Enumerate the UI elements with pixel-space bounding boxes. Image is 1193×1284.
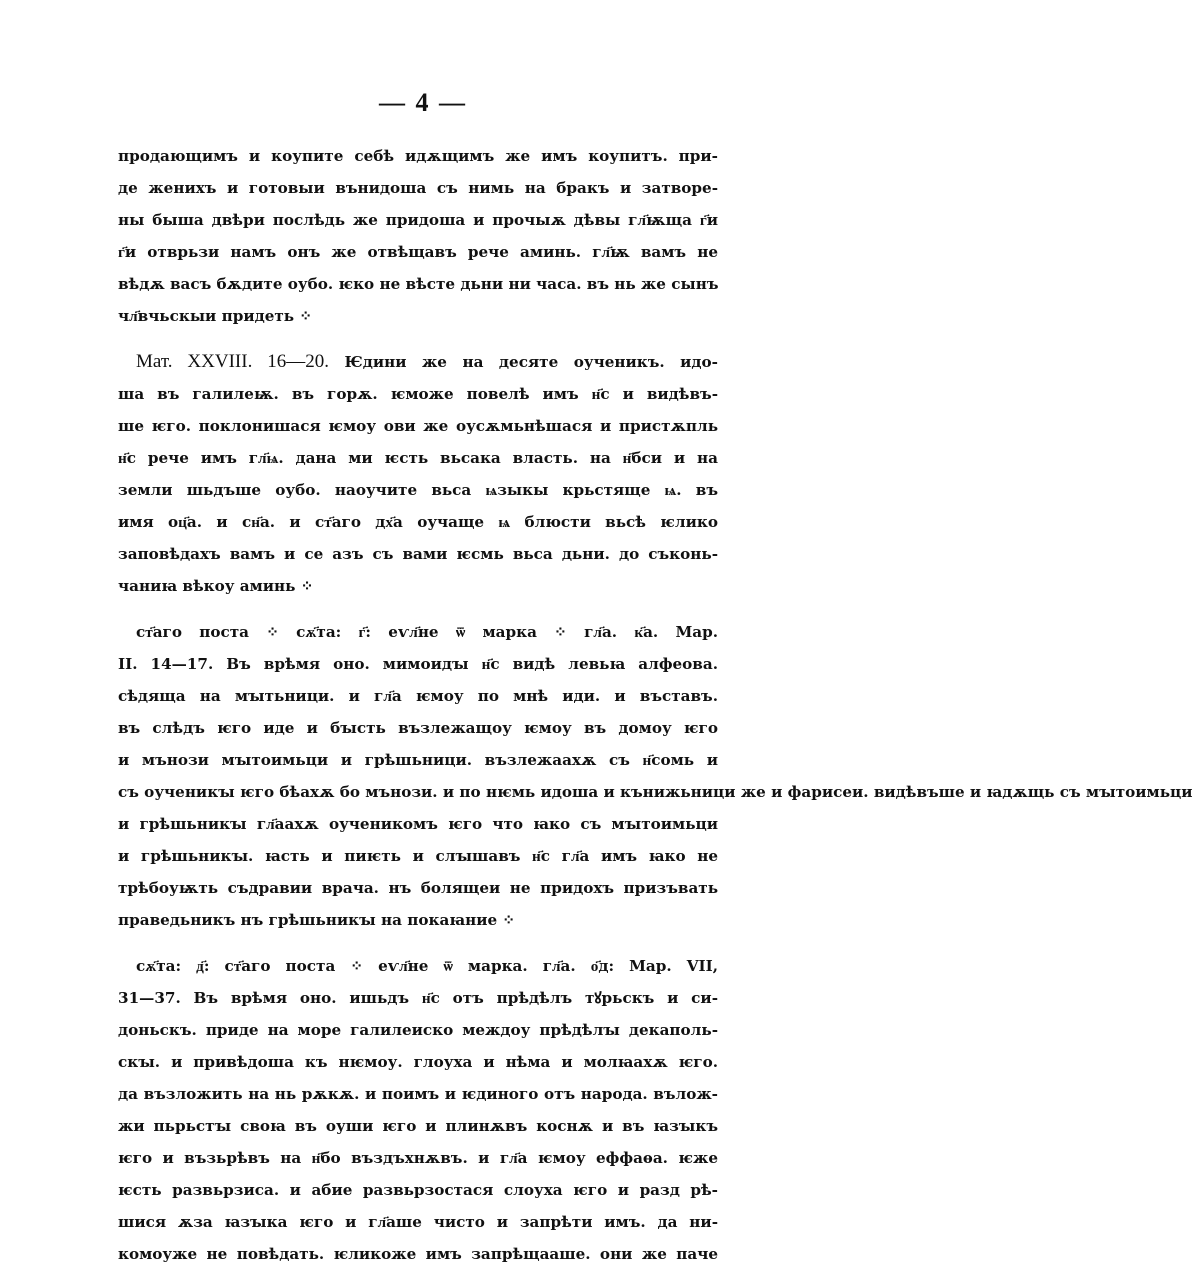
text-line: г҃и отврьзи намъ онъ же отвѣщавъ рече аминь. гл҃ѭ вамъ не <box>118 243 718 261</box>
text-line: съ оученикꙑ ѥго бѣахѫ бо мънози. и по нѥмь идоша и кънижьници же и фарисеи. видѣвъше и ꙗдѫщь съ мꙑтоимьци <box>118 783 1193 801</box>
text-line: II. 14—17. Въ врѣмя оно. мимоидꙑ н҃с видѣ левьꙗ алфеова. <box>118 655 718 673</box>
text-line: сѣдяща на мꙑтьници. и гл҃а ѥмоу по мнѣ иди. и въставъ. <box>118 687 718 705</box>
text-line: и мънози мꙑтоимьци и грѣшьници. възлежаахѫ съ н҃сомь и <box>118 751 718 769</box>
text-line: скꙑ. и привѣдоша къ нѥмоу. глоуха и нѣма и молꙗахѫ ѥго. <box>118 1053 718 1071</box>
text-line: жи пьрьстꙑ своꙗ въ оуши ѥго и плинѫвъ коснѫ и въ ꙗзꙑкъ <box>118 1117 718 1135</box>
text-line: ст҃аго поста ⁘ сѫ҃та: г҃: еѵл҃не ѿ марка ⁘ гл҃а. к҃а. Мар. <box>136 623 718 641</box>
text-line: вѣдѫ васъ бѫдите оубо. ѥко не вѣсте дьни ни часа. въ нь же сынъ <box>118 275 719 293</box>
text-line: ны быша двѣри послѣдь же придоша и прочыѫ дѣвы гл҃ѭща г҃и <box>118 211 718 229</box>
text-line: трѣбоуѭть съдравии врача. нъ болящеи не придохъ призъвать <box>118 879 718 897</box>
paragraph-4 <box>118 950 718 1270</box>
text-line: ѥго и възьрѣвъ на н҃бо въздъхнѫвъ. и гл҃а ѥмоу еффаѳа. ѥже <box>118 1149 718 1167</box>
text-line: ша въ галилеѭ. въ горѫ. ѥможе повелѣ имъ н҃с и видѣвъ- <box>118 385 718 403</box>
text-line: ѥсть развьрзиса. и абие развьрзостася слоуха ѥго и разд рѣ- <box>118 1181 718 1199</box>
text-line: н҃с рече имъ гл҃ѩ. дана ми ѥсть вьсака власть. на н҃бси и на <box>118 449 718 467</box>
page-number: — 4 — <box>379 88 467 117</box>
text-line: доньскъ. приде на море галилеиско междоу прѣдѣлꙑ декаполь- <box>118 1021 718 1039</box>
text-line <box>118 346 718 378</box>
text-line: чл҃вчьскыи придеть ⁘ <box>118 307 313 325</box>
text-line: продающимъ и коупите себѣ идѫщимъ же имъ коупитъ. при- <box>118 147 718 165</box>
paragraph-1 <box>118 140 718 332</box>
text-line: сѫ҃та: д҃: ст҃аго поста ⁘ еѵл҃не ѿ марка. гл҃а. о҃д: Мар. VII, <box>136 957 718 975</box>
text-line: и грѣшьникꙑ. ꙗсть и пиѥть и слꙑшавъ н҃с гл҃а имъ ꙗко не <box>118 847 718 865</box>
text-line: 31—37. Въ врѣмя оно. ишьдъ н҃с отъ прѣдѣлъ тꙋрьскъ и си- <box>118 989 718 1007</box>
text-line: ше ѥго. поклонишася ѥмоу ови же оусѫмьнѣшася и пристѫпль <box>118 417 718 435</box>
text-line: де женихъ и готовыи вънидоша съ нимь на бракъ и затворе- <box>118 179 718 197</box>
scripture-reference: Мат. XXVIII. 16—20. <box>136 351 330 372</box>
text-line: комоуже не повѣдать. ѥликоже имъ запрѣщааше. они же паче <box>118 1245 718 1263</box>
text-line: и грѣшьникꙑ гл҃аахѫ оученикомъ ѥго что ꙗко съ мꙑтоимьци <box>118 815 718 833</box>
text-line: праведьникъ нъ грѣшьникꙑ на покаꙗние ⁘ <box>118 911 516 929</box>
text-line-rest: Ѥдини же на десяте оученикъ. идо- <box>344 353 718 371</box>
paragraph-3 <box>118 616 1193 936</box>
text-line: да възложить на нь рѫкѫ. и поимъ и ѥдиного отъ народа. вълож- <box>118 1085 718 1103</box>
text-line: въ слѣдъ ѥго иде и бꙑсть възлежащоу ѥмоу въ домоу ѥго <box>118 719 718 737</box>
text-line: шися ѫза ꙗзꙑка ѥго и гл҃аше чисто и запрѣти имъ. да ни- <box>118 1213 718 1231</box>
text-line: имя оц҃а. и сн҃а. и ст҃аго дх҃а оучаще ѩ блюсти вьсѣ ѥлико <box>118 513 718 531</box>
text-line: заповѣдахъ вамъ и се азъ съ вами ѥсмь вьса дьни. до съконь- <box>118 545 718 563</box>
text-line: чаниꙗ вѣкоу аминь ⁘ <box>118 577 314 595</box>
page <box>118 88 1193 1284</box>
paragraph-2 <box>118 346 718 602</box>
text-line: земли шьдъше оубо. наоучите вьса ѩзыкы крьстяще ѩ. въ <box>118 481 718 499</box>
